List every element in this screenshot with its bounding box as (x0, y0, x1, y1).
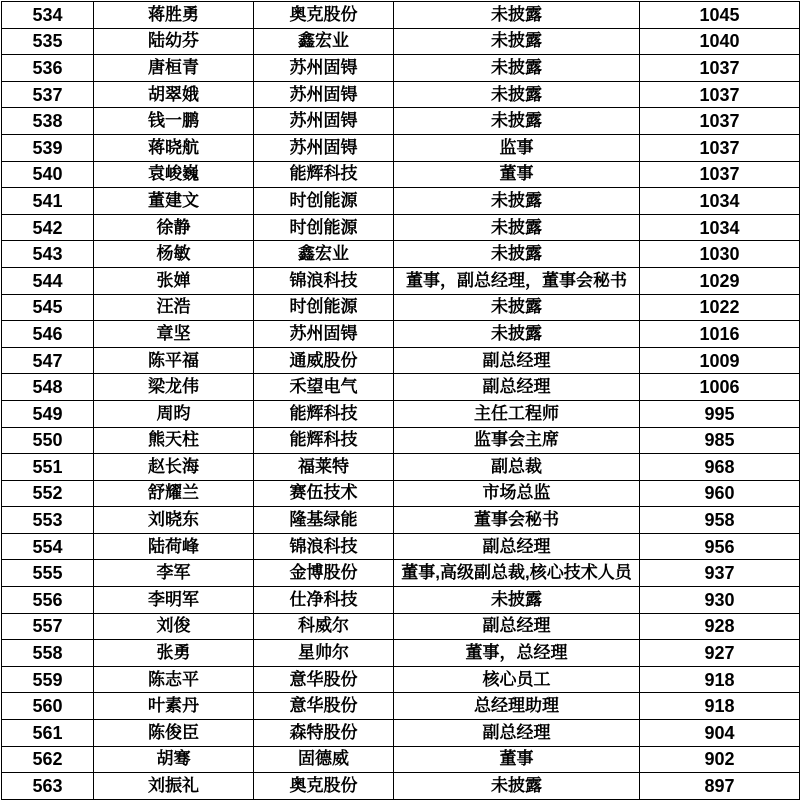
rank-cell: 557 (2, 613, 94, 640)
title-cell: 董事会秘书 (394, 507, 640, 534)
name-cell: 陈志平 (94, 666, 254, 693)
table-body (2, 2, 800, 800)
table-row (2, 720, 800, 747)
table-row (2, 2, 800, 29)
rank-cell: 545 (2, 294, 94, 321)
title-cell: 未披露 (394, 241, 640, 268)
company-cell: 鑫宏业 (254, 241, 394, 268)
company-cell: 科威尔 (254, 613, 394, 640)
company-cell: 隆基绿能 (254, 507, 394, 534)
company-cell: 星帅尔 (254, 640, 394, 667)
rank-cell: 535 (2, 28, 94, 55)
name-cell: 董建文 (94, 188, 254, 215)
name-cell: 袁峻巍 (94, 161, 254, 188)
table-row (2, 560, 800, 587)
value-cell: 1006 (640, 374, 800, 401)
name-cell: 熊天柱 (94, 427, 254, 454)
rank-cell: 560 (2, 693, 94, 720)
rank-cell: 549 (2, 400, 94, 427)
rank-cell: 538 (2, 108, 94, 135)
name-cell: 蒋晓航 (94, 134, 254, 161)
name-cell: 李军 (94, 560, 254, 587)
rank-cell: 563 (2, 773, 94, 800)
title-cell: 主任工程师 (394, 400, 640, 427)
name-cell: 叶素丹 (94, 693, 254, 720)
title-cell: 董事，总经理 (394, 640, 640, 667)
title-cell: 副总经理 (394, 533, 640, 560)
company-cell: 奥克股份 (254, 773, 394, 800)
company-cell: 能辉科技 (254, 427, 394, 454)
company-cell: 森特股份 (254, 720, 394, 747)
value-cell: 918 (640, 666, 800, 693)
name-cell: 刘俊 (94, 613, 254, 640)
company-cell: 锦浪科技 (254, 267, 394, 294)
table-row (2, 427, 800, 454)
company-cell: 金博股份 (254, 560, 394, 587)
table-row (2, 773, 800, 800)
name-cell: 张婵 (94, 267, 254, 294)
rank-cell: 539 (2, 134, 94, 161)
name-cell: 徐静 (94, 214, 254, 241)
value-cell: 902 (640, 746, 800, 773)
title-cell: 监事 (394, 134, 640, 161)
table-row (2, 188, 800, 215)
name-cell: 陈俊臣 (94, 720, 254, 747)
value-cell: 1022 (640, 294, 800, 321)
company-cell: 通威股份 (254, 347, 394, 374)
value-cell: 927 (640, 640, 800, 667)
company-cell: 奥克股份 (254, 2, 394, 29)
value-cell: 1016 (640, 321, 800, 348)
table-row (2, 134, 800, 161)
table-row (2, 81, 800, 108)
rank-cell: 558 (2, 640, 94, 667)
company-cell: 时创能源 (254, 214, 394, 241)
title-cell: 未披露 (394, 294, 640, 321)
company-cell: 时创能源 (254, 188, 394, 215)
name-cell: 周昀 (94, 400, 254, 427)
value-cell: 1037 (640, 108, 800, 135)
rank-cell: 534 (2, 2, 94, 29)
title-cell: 未披露 (394, 773, 640, 800)
title-cell: 副总经理 (394, 720, 640, 747)
rank-cell: 556 (2, 587, 94, 614)
table-row (2, 374, 800, 401)
value-cell: 897 (640, 773, 800, 800)
name-cell: 杨敏 (94, 241, 254, 268)
title-cell: 未披露 (394, 188, 640, 215)
rank-cell: 551 (2, 454, 94, 481)
table-row (2, 507, 800, 534)
table-row (2, 267, 800, 294)
name-cell: 唐桓青 (94, 55, 254, 82)
company-cell: 苏州固锝 (254, 108, 394, 135)
title-cell: 未披露 (394, 108, 640, 135)
company-cell: 能辉科技 (254, 400, 394, 427)
company-cell: 意华股份 (254, 666, 394, 693)
rank-cell: 542 (2, 214, 94, 241)
table-row (2, 108, 800, 135)
table-row (2, 294, 800, 321)
title-cell: 总经理助理 (394, 693, 640, 720)
title-cell: 未披露 (394, 587, 640, 614)
rank-cell: 546 (2, 321, 94, 348)
title-cell: 副总经理 (394, 613, 640, 640)
title-cell: 市场总监 (394, 480, 640, 507)
name-cell: 汪浩 (94, 294, 254, 321)
table-row (2, 347, 800, 374)
value-cell: 1034 (640, 188, 800, 215)
value-cell: 904 (640, 720, 800, 747)
company-cell: 意华股份 (254, 693, 394, 720)
name-cell: 章坚 (94, 321, 254, 348)
rank-cell: 543 (2, 241, 94, 268)
value-cell: 1037 (640, 55, 800, 82)
name-cell: 刘振礼 (94, 773, 254, 800)
name-cell: 刘晓东 (94, 507, 254, 534)
rank-cell: 553 (2, 507, 94, 534)
table-row (2, 533, 800, 560)
rank-cell: 537 (2, 81, 94, 108)
rank-cell: 536 (2, 55, 94, 82)
title-cell: 未披露 (394, 321, 640, 348)
table-row (2, 693, 800, 720)
company-cell: 锦浪科技 (254, 533, 394, 560)
title-cell: 董事，副总经理，董事会秘书 (394, 267, 640, 294)
rank-cell: 559 (2, 666, 94, 693)
rank-cell: 561 (2, 720, 94, 747)
value-cell: 1040 (640, 28, 800, 55)
value-cell: 995 (640, 400, 800, 427)
table-row (2, 321, 800, 348)
name-cell: 胡翠娥 (94, 81, 254, 108)
rank-cell: 562 (2, 746, 94, 773)
title-cell: 副总经理 (394, 347, 640, 374)
table-row (2, 666, 800, 693)
table-row (2, 400, 800, 427)
company-cell: 鑫宏业 (254, 28, 394, 55)
company-cell: 能辉科技 (254, 161, 394, 188)
rank-cell: 544 (2, 267, 94, 294)
title-cell: 副总裁 (394, 454, 640, 481)
name-cell: 陈平福 (94, 347, 254, 374)
value-cell: 960 (640, 480, 800, 507)
company-cell: 苏州固锝 (254, 55, 394, 82)
table-row (2, 640, 800, 667)
name-cell: 陆幼芬 (94, 28, 254, 55)
rank-cell: 554 (2, 533, 94, 560)
title-cell: 未披露 (394, 81, 640, 108)
rank-cell: 555 (2, 560, 94, 587)
ranking-table (1, 1, 800, 800)
table-row (2, 746, 800, 773)
rank-cell: 547 (2, 347, 94, 374)
name-cell: 赵长海 (94, 454, 254, 481)
value-cell: 968 (640, 454, 800, 481)
company-cell: 时创能源 (254, 294, 394, 321)
company-cell: 禾望电气 (254, 374, 394, 401)
value-cell: 930 (640, 587, 800, 614)
title-cell: 监事会主席 (394, 427, 640, 454)
company-cell: 苏州固锝 (254, 81, 394, 108)
title-cell: 未披露 (394, 214, 640, 241)
name-cell: 钱一鹏 (94, 108, 254, 135)
company-cell: 苏州固锝 (254, 321, 394, 348)
name-cell: 张勇 (94, 640, 254, 667)
rank-cell: 540 (2, 161, 94, 188)
name-cell: 蒋胜勇 (94, 2, 254, 29)
table-row (2, 28, 800, 55)
value-cell: 1009 (640, 347, 800, 374)
value-cell: 1034 (640, 214, 800, 241)
table-row (2, 241, 800, 268)
rank-cell: 552 (2, 480, 94, 507)
title-cell: 副总经理 (394, 374, 640, 401)
table-row (2, 613, 800, 640)
value-cell: 1037 (640, 161, 800, 188)
value-cell: 985 (640, 427, 800, 454)
value-cell: 1037 (640, 134, 800, 161)
name-cell: 胡骞 (94, 746, 254, 773)
value-cell: 956 (640, 533, 800, 560)
table-row (2, 161, 800, 188)
name-cell: 梁龙伟 (94, 374, 254, 401)
title-cell: 未披露 (394, 28, 640, 55)
value-cell: 1029 (640, 267, 800, 294)
title-cell: 董事 (394, 746, 640, 773)
name-cell: 李明军 (94, 587, 254, 614)
company-cell: 固德威 (254, 746, 394, 773)
company-cell: 苏州固锝 (254, 134, 394, 161)
name-cell: 陆荷峰 (94, 533, 254, 560)
title-cell: 核心员工 (394, 666, 640, 693)
table-row (2, 480, 800, 507)
title-cell: 董事,高级副总裁,核心技术人员 (394, 560, 640, 587)
name-cell: 舒耀兰 (94, 480, 254, 507)
title-cell: 未披露 (394, 2, 640, 29)
value-cell: 937 (640, 560, 800, 587)
value-cell: 918 (640, 693, 800, 720)
company-cell: 仕净科技 (254, 587, 394, 614)
table-row (2, 55, 800, 82)
company-cell: 赛伍技术 (254, 480, 394, 507)
value-cell: 1030 (640, 241, 800, 268)
table-row (2, 214, 800, 241)
table-row (2, 454, 800, 481)
table-row (2, 587, 800, 614)
title-cell: 董事 (394, 161, 640, 188)
company-cell: 福莱特 (254, 454, 394, 481)
rank-cell: 550 (2, 427, 94, 454)
title-cell: 未披露 (394, 55, 640, 82)
value-cell: 1045 (640, 2, 800, 29)
value-cell: 1037 (640, 81, 800, 108)
value-cell: 958 (640, 507, 800, 534)
rank-cell: 541 (2, 188, 94, 215)
rank-cell: 548 (2, 374, 94, 401)
value-cell: 928 (640, 613, 800, 640)
